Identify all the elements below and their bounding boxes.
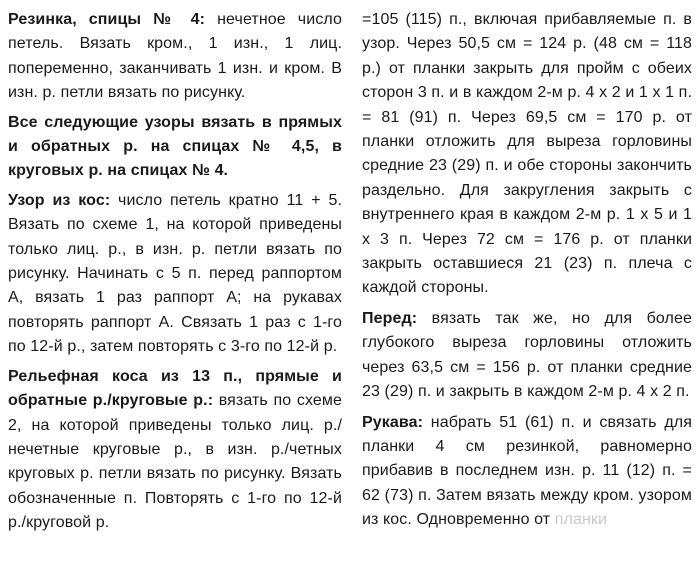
paragraph-title: Резинка, спицы № 4:: [8, 11, 206, 28]
paragraph-needles-note: [8, 111, 342, 184]
paragraph-title: Рельефная коса из 13 п., прямые и обратные р./круговые р.:: [8, 367, 342, 410]
paragraph-title: Перед:: [362, 309, 418, 327]
paragraph-title: Все следующие узоры вязать в прямых и обратных р. на спицах № 4,5, в круговых р. на спицах № 4.: [8, 113, 342, 180]
cutoff-text: планки: [554, 511, 608, 529]
paragraph-front: [362, 307, 692, 405]
paragraph-sleeves: [362, 411, 692, 533]
paragraph-cable-pattern: [8, 189, 342, 360]
paragraph-text: =105 (115) п., включая прибавляемые п. в узор. Через 50,5 см = 124 р. (48 см = 118 р.) от планки закрыть для пройм с обеих сторон 3 п. и в каждом 2-м р. 4 х 2 и 1 х 1 п. = 81 (91) п. Через 69,5 см = 170 р. от планки отложить для выреза горловины средние 23 (29) п. и обе стороны закончить раздельно. Для закругления закрыть с внутреннего края в каждом 2-м р. 1 х 5 и 1 х 3 п. Через 72 см = 176 р. от планки закрыть оставшиеся 21 (23) п. плеча с каждой стороны.: [362, 11, 692, 297]
paragraph-title: Рукава:: [362, 413, 424, 431]
paragraph-relief-cable: [8, 365, 342, 536]
paragraph-text: нечетное число петель. Вязать кром., 1 изн., 1 лиц. попеременно, заканчивать 1 изн. и кром. В изн. р. петли вязать по рисунку.: [8, 11, 342, 102]
paragraph-back-continued: [362, 8, 692, 301]
paragraph-text: вязать так же, но для более глубокого выреза горловины отложить через 63,5 см = 156 р. от планки средние 23 (29) п. и закрыть в каждом 2-м р. 4 х 2 п.: [362, 309, 692, 401]
left-column: [8, 8, 342, 536]
paragraph-text: вязать по схеме 2, на которой приведены только лиц. р./нечетные круговые р., в изн. р./четных круговых р. петли вязать по рисунку. Вязать обозначенные п. Повторять с 1-го по 12-й р./круговой р.: [8, 392, 342, 532]
paragraph-rib-stitch: [8, 8, 342, 106]
right-column: [362, 8, 692, 533]
paragraph-text: число петель кратно 11 + 5. Вязать по схеме 1, на которой приведены только лиц. р., в изн. р. петли вязать по рисунку. Начинать с 5 п. перед раппортом А, вязать 1 раз раппорт А; на рукавах повторять раппорт А. Связать 1 раз с 1-го по 12-й р., затем повторять с 3-го по 12-й р.: [8, 191, 342, 356]
paragraph-text: набрать 51 (61) п. и связать для планки 4 см резинкой, равномерно прибавив в последнем изн. р. 11 (12) п. = 62 (73) п. Затем вязать между кром. узором из кос. Одновременно от: [362, 413, 692, 529]
paragraph-title: Узор из кос:: [8, 191, 111, 209]
